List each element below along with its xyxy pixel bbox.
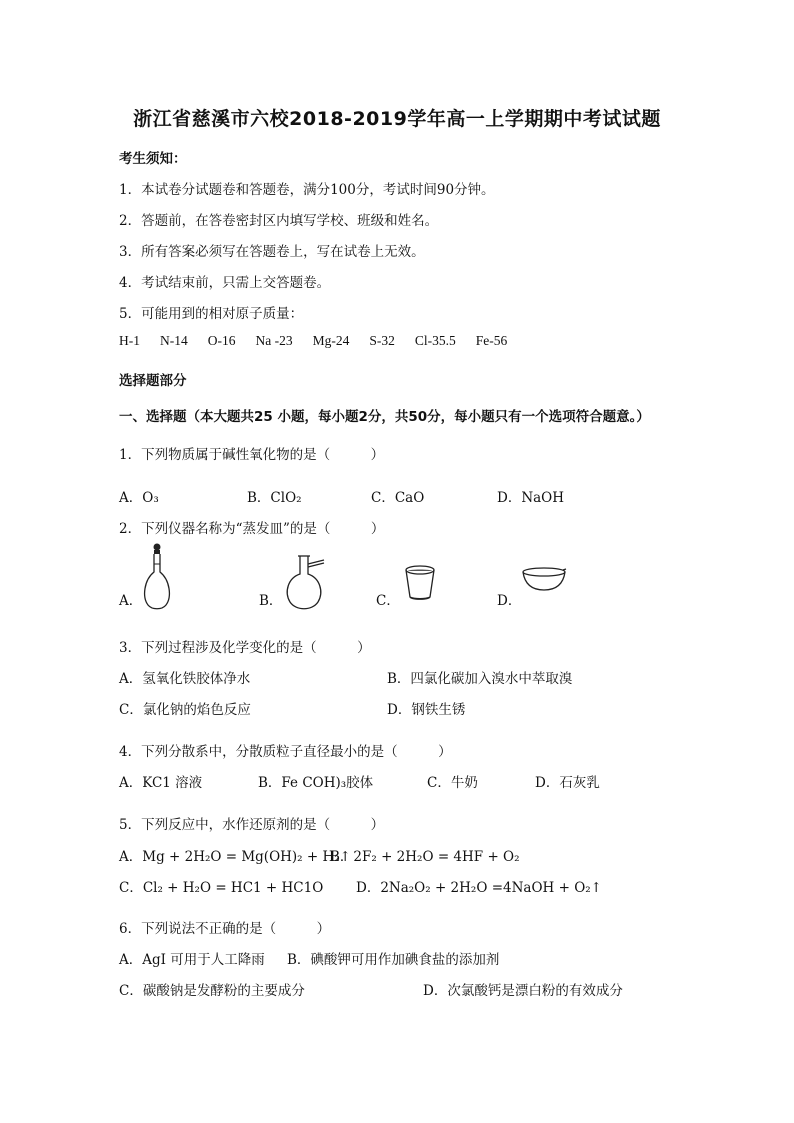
option-b: B．ClO₂ xyxy=(247,490,302,506)
mass-value: S-32 xyxy=(369,333,395,348)
option-a: A．O₃ xyxy=(119,490,159,506)
mass-value: O-16 xyxy=(207,333,236,348)
notice-heading: 考生须知： xyxy=(119,151,187,167)
option-a: A．Mg + 2H₂O = Mg(OH)₂ + H₂↑ xyxy=(119,849,351,865)
option-b: B．四氯化碳加入溴水中萃取溴 xyxy=(387,671,573,687)
mass-value: H-1 xyxy=(119,333,140,348)
part-heading: 一、选择题（本大题共25 小题，每小题2分，共50分，每小题只有一个选项符合题意。） xyxy=(119,409,650,425)
option-c: C．牛奶 xyxy=(427,775,478,791)
volumetric-flask-icon xyxy=(140,542,174,612)
section-heading: 选择题部分 xyxy=(119,373,187,389)
option-d: D．石灰乳 xyxy=(535,775,600,791)
notice-item: 2．答题前，在答卷密封区内填写学校、班级和姓名。 xyxy=(119,213,439,229)
option-b: B．碘酸钾可用作加碘食盐的添加剂 xyxy=(287,952,500,968)
option-c: C．碳酸钠是发酵粉的主要成分 xyxy=(119,983,305,999)
evaporating-dish-icon xyxy=(520,566,568,592)
option-a: A． xyxy=(119,593,143,609)
exam-title: 浙江省慈溪市六校2018-2019学年高一上学期期中考试试题 xyxy=(133,108,661,130)
option-d: D． xyxy=(497,593,522,609)
option-a: A．KC1 溶液 xyxy=(119,775,203,791)
question-stem: 4．下列分散系中，分散质粒子直径最小的是（ ） xyxy=(119,744,452,760)
question-stem: 5．下列反应中，水作还原剂的是（ ） xyxy=(119,817,385,833)
mass-value: Na -23 xyxy=(255,333,293,348)
question-stem: 1．下列物质属于碱性氧化物的是（ ） xyxy=(119,447,385,463)
mass-value: Fe-56 xyxy=(475,333,508,348)
mass-value: Mg-24 xyxy=(312,333,350,348)
distilling-flask-icon xyxy=(284,552,330,612)
question-stem: 3．下列过程涉及化学变化的是（ ） xyxy=(119,640,371,656)
option-a: A．氢氧化铁胶体净水 xyxy=(119,671,251,687)
option-c: C．Cl₂ + H₂O = HC1 + HC1O xyxy=(119,880,324,896)
question-stem: 6．下列说法不正确的是（ ） xyxy=(119,921,331,937)
question-stem: 2．下列仪器名称为“蒸发皿”的是（ ） xyxy=(119,521,385,537)
mass-value: Cl-35.5 xyxy=(414,333,456,348)
notice-item: 1．本试卷分试题卷和答题卷，满分100分，考试时间90分钟。 xyxy=(119,182,495,198)
option-b: B．2F₂ + 2H₂O = 4HF + O₂ xyxy=(330,849,520,865)
option-a: A．AgI 可用于人工降雨 xyxy=(119,952,265,968)
option-b: B． xyxy=(259,593,283,609)
notice-item: 4．考试结束前，只需上交答题卷。 xyxy=(119,275,331,291)
option-d: D．2Na₂O₂ + 2H₂O =4NaOH + O₂↑ xyxy=(356,880,602,896)
option-d: D．钢铁生锈 xyxy=(387,702,466,718)
option-b: B．Fe COH)₃胶体 xyxy=(258,775,374,791)
option-c: C． xyxy=(376,593,400,609)
option-c: C．CaO xyxy=(371,490,425,506)
option-d: D．NaOH xyxy=(497,490,565,506)
option-d: D．次氯酸钙是漂白粉的有效成分 xyxy=(423,983,623,999)
notice-item: 3．所有答案必须写在答题卷上，写在试卷上无效。 xyxy=(119,244,425,260)
atomic-masses xyxy=(119,333,527,349)
option-c: C．氯化钠的焰色反应 xyxy=(119,702,251,718)
mass-value: N-14 xyxy=(160,333,188,348)
notice-item: 5．可能用到的相对原子质量： xyxy=(119,306,304,322)
crucible-icon xyxy=(403,563,437,603)
